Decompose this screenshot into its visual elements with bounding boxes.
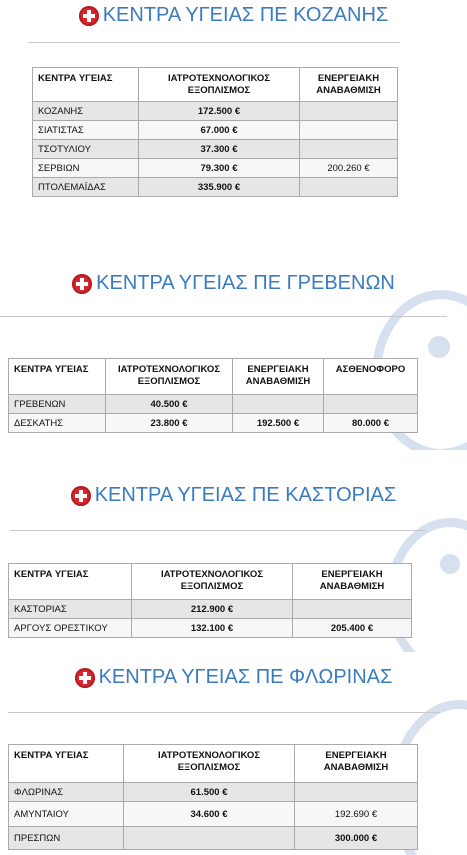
table-cell [233, 395, 324, 414]
table-cell [293, 600, 412, 619]
section-kozani [0, 0, 467, 225]
table-header-row [9, 745, 418, 783]
table-row [33, 140, 398, 159]
table-cell: 200.260 € [300, 159, 398, 178]
table-cell: 335.900 € [139, 178, 300, 197]
column-header: ΚΕΝΤΡΑ ΥΓΕΙΑΣ [33, 68, 139, 102]
funding-table [32, 67, 398, 197]
column-header: ΙΑΤΡΟΤΕΧΝΟΛΟΓΙΚΟΣ ΕΞΟΠΛΙΣΜΟΣ [124, 745, 295, 783]
table-cell: 40.500 € [106, 395, 233, 414]
table-header-row [33, 68, 398, 102]
section-title-text: ΚΕΝΤΡΑ ΥΓΕΙΑΣ ΠΕ ΚΟΖΑΝΗΣ [102, 4, 389, 26]
column-header: ΕΝΕΡΓΕΙΑΚΗ ΑΝΑΒΑΘΜΙΣΗ [295, 745, 418, 783]
column-header: ΕΝΕΡΓΕΙΑΚΗ ΑΝΑΒΑΘΜΙΣΗ [233, 359, 324, 395]
table-cell: 132.100 € [132, 619, 293, 638]
table-cell: ΠΡΕΣΠΩΝ [9, 827, 124, 850]
stethoscope-decoration [428, 336, 450, 358]
table-row [33, 102, 398, 121]
funding-table [8, 358, 418, 433]
table-cell: ΤΣΟΤΥΛΙΟΥ [33, 140, 139, 159]
red-cross-icon [71, 486, 91, 506]
table-header-row [9, 359, 418, 395]
divider [8, 712, 440, 713]
section-title-text: ΚΕΝΤΡΑ ΥΓΕΙΑΣ ΠΕ ΓΡΕΒΕΝΩΝ [96, 272, 395, 294]
table-cell: 61.500 € [124, 783, 295, 802]
column-header: ΙΑΤΡΟΤΕΧΝΟΛΟΓΙΚΟΣ ΕΞΟΠΛΙΣΜΟΣ [106, 359, 233, 395]
table-cell: 37.300 € [139, 140, 300, 159]
table-row [33, 178, 398, 197]
column-header: ΕΝΕΡΓΕΙΑΚΗ ΑΝΑΒΑΘΜΙΣΗ [293, 564, 412, 600]
table-cell: ΣΕΡΒΙΩΝ [33, 159, 139, 178]
table-cell: 80.000 € [324, 414, 418, 433]
column-header: ΚΕΝΤΡΑ ΥΓΕΙΑΣ [9, 359, 106, 395]
section-title-text: ΚΕΝΤΡΑ ΥΓΕΙΑΣ ΠΕ ΦΛΩΡΙΝΑΣ [98, 666, 393, 688]
table-cell: 67.000 € [139, 121, 300, 140]
table-cell: 79.300 € [139, 159, 300, 178]
table-cell: ΚΑΣΤΟΡΙΑΣ [9, 600, 132, 619]
table-cell [295, 783, 418, 802]
table-cell: 192.500 € [233, 414, 324, 433]
section-title [0, 484, 467, 507]
red-cross-icon [79, 6, 99, 26]
table-cell: 212.900 € [132, 600, 293, 619]
table-row [9, 414, 418, 433]
red-cross-icon [72, 274, 92, 294]
section-title [0, 666, 467, 689]
column-header: ΚΕΝΤΡΑ ΥΓΕΙΑΣ [9, 564, 132, 600]
table-cell: ΔΕΣΚΑΤΗΣ [9, 414, 106, 433]
table-cell [124, 827, 295, 850]
table-cell [300, 121, 398, 140]
divider [28, 42, 400, 43]
table-row [9, 827, 418, 850]
table-cell: 172.500 € [139, 102, 300, 121]
table-row [9, 783, 418, 802]
table-cell: ΑΡΓΟΥΣ ΟΡΕΣΤΙΚΟΥ [9, 619, 132, 638]
table-cell: ΠΤΟΛΕΜΑΪΔΑΣ [33, 178, 139, 197]
table-cell: 34.600 € [124, 802, 295, 827]
table-row [33, 121, 398, 140]
table-cell: 300.000 € [295, 827, 418, 850]
red-cross-icon [75, 668, 95, 688]
table-cell: 205.400 € [293, 619, 412, 638]
section-title [0, 4, 467, 27]
table-cell [324, 395, 418, 414]
table-row [9, 395, 418, 414]
section-grevena [0, 262, 467, 450]
table-row [9, 619, 412, 638]
table-row [9, 802, 418, 827]
table-cell: 23.800 € [106, 414, 233, 433]
table-cell: ΣΙΑΤΙΣΤΑΣ [33, 121, 139, 140]
funding-table [8, 563, 412, 638]
stethoscope-decoration [440, 554, 460, 574]
table-header-row [9, 564, 412, 600]
section-title [0, 272, 467, 295]
divider [0, 316, 447, 317]
column-header: ΑΣΘΕΝΟΦΟΡΟ [324, 359, 418, 395]
column-header: ΙΑΤΡΟΤΕΧΝΟΛΟΓΙΚΟΣ ΕΞΟΠΛΙΣΜΟΣ [139, 68, 300, 102]
section-title-text: ΚΕΝΤΡΑ ΥΓΕΙΑΣ ΠΕ ΚΑΣΤΟΡΙΑΣ [94, 484, 397, 506]
column-header: ΕΝΕΡΓΕΙΑΚΗ ΑΝΑΒΑΘΜΙΣΗ [300, 68, 398, 102]
table-cell [300, 178, 398, 197]
table-cell: ΓΡΕΒΕΝΩΝ [9, 395, 106, 414]
section-florina [0, 652, 467, 855]
funding-table [8, 744, 418, 850]
table-cell: 192.690 € [295, 802, 418, 827]
table-cell: ΦΛΩΡΙΝΑΣ [9, 783, 124, 802]
column-header: ΙΑΤΡΟΤΕΧΝΟΛΟΓΙΚΟΣ ΕΞΟΠΛΙΣΜΟΣ [132, 564, 293, 600]
table-cell: ΑΜΥΝΤΑΙΟΥ [9, 802, 124, 827]
section-kastoria [0, 474, 467, 652]
table-cell: ΚΟΖΑΝΗΣ [33, 102, 139, 121]
table-cell [300, 140, 398, 159]
table-row [33, 159, 398, 178]
column-header: ΚΕΝΤΡΑ ΥΓΕΙΑΣ [9, 745, 124, 783]
divider [10, 530, 425, 531]
table-cell [300, 102, 398, 121]
table-row [9, 600, 412, 619]
